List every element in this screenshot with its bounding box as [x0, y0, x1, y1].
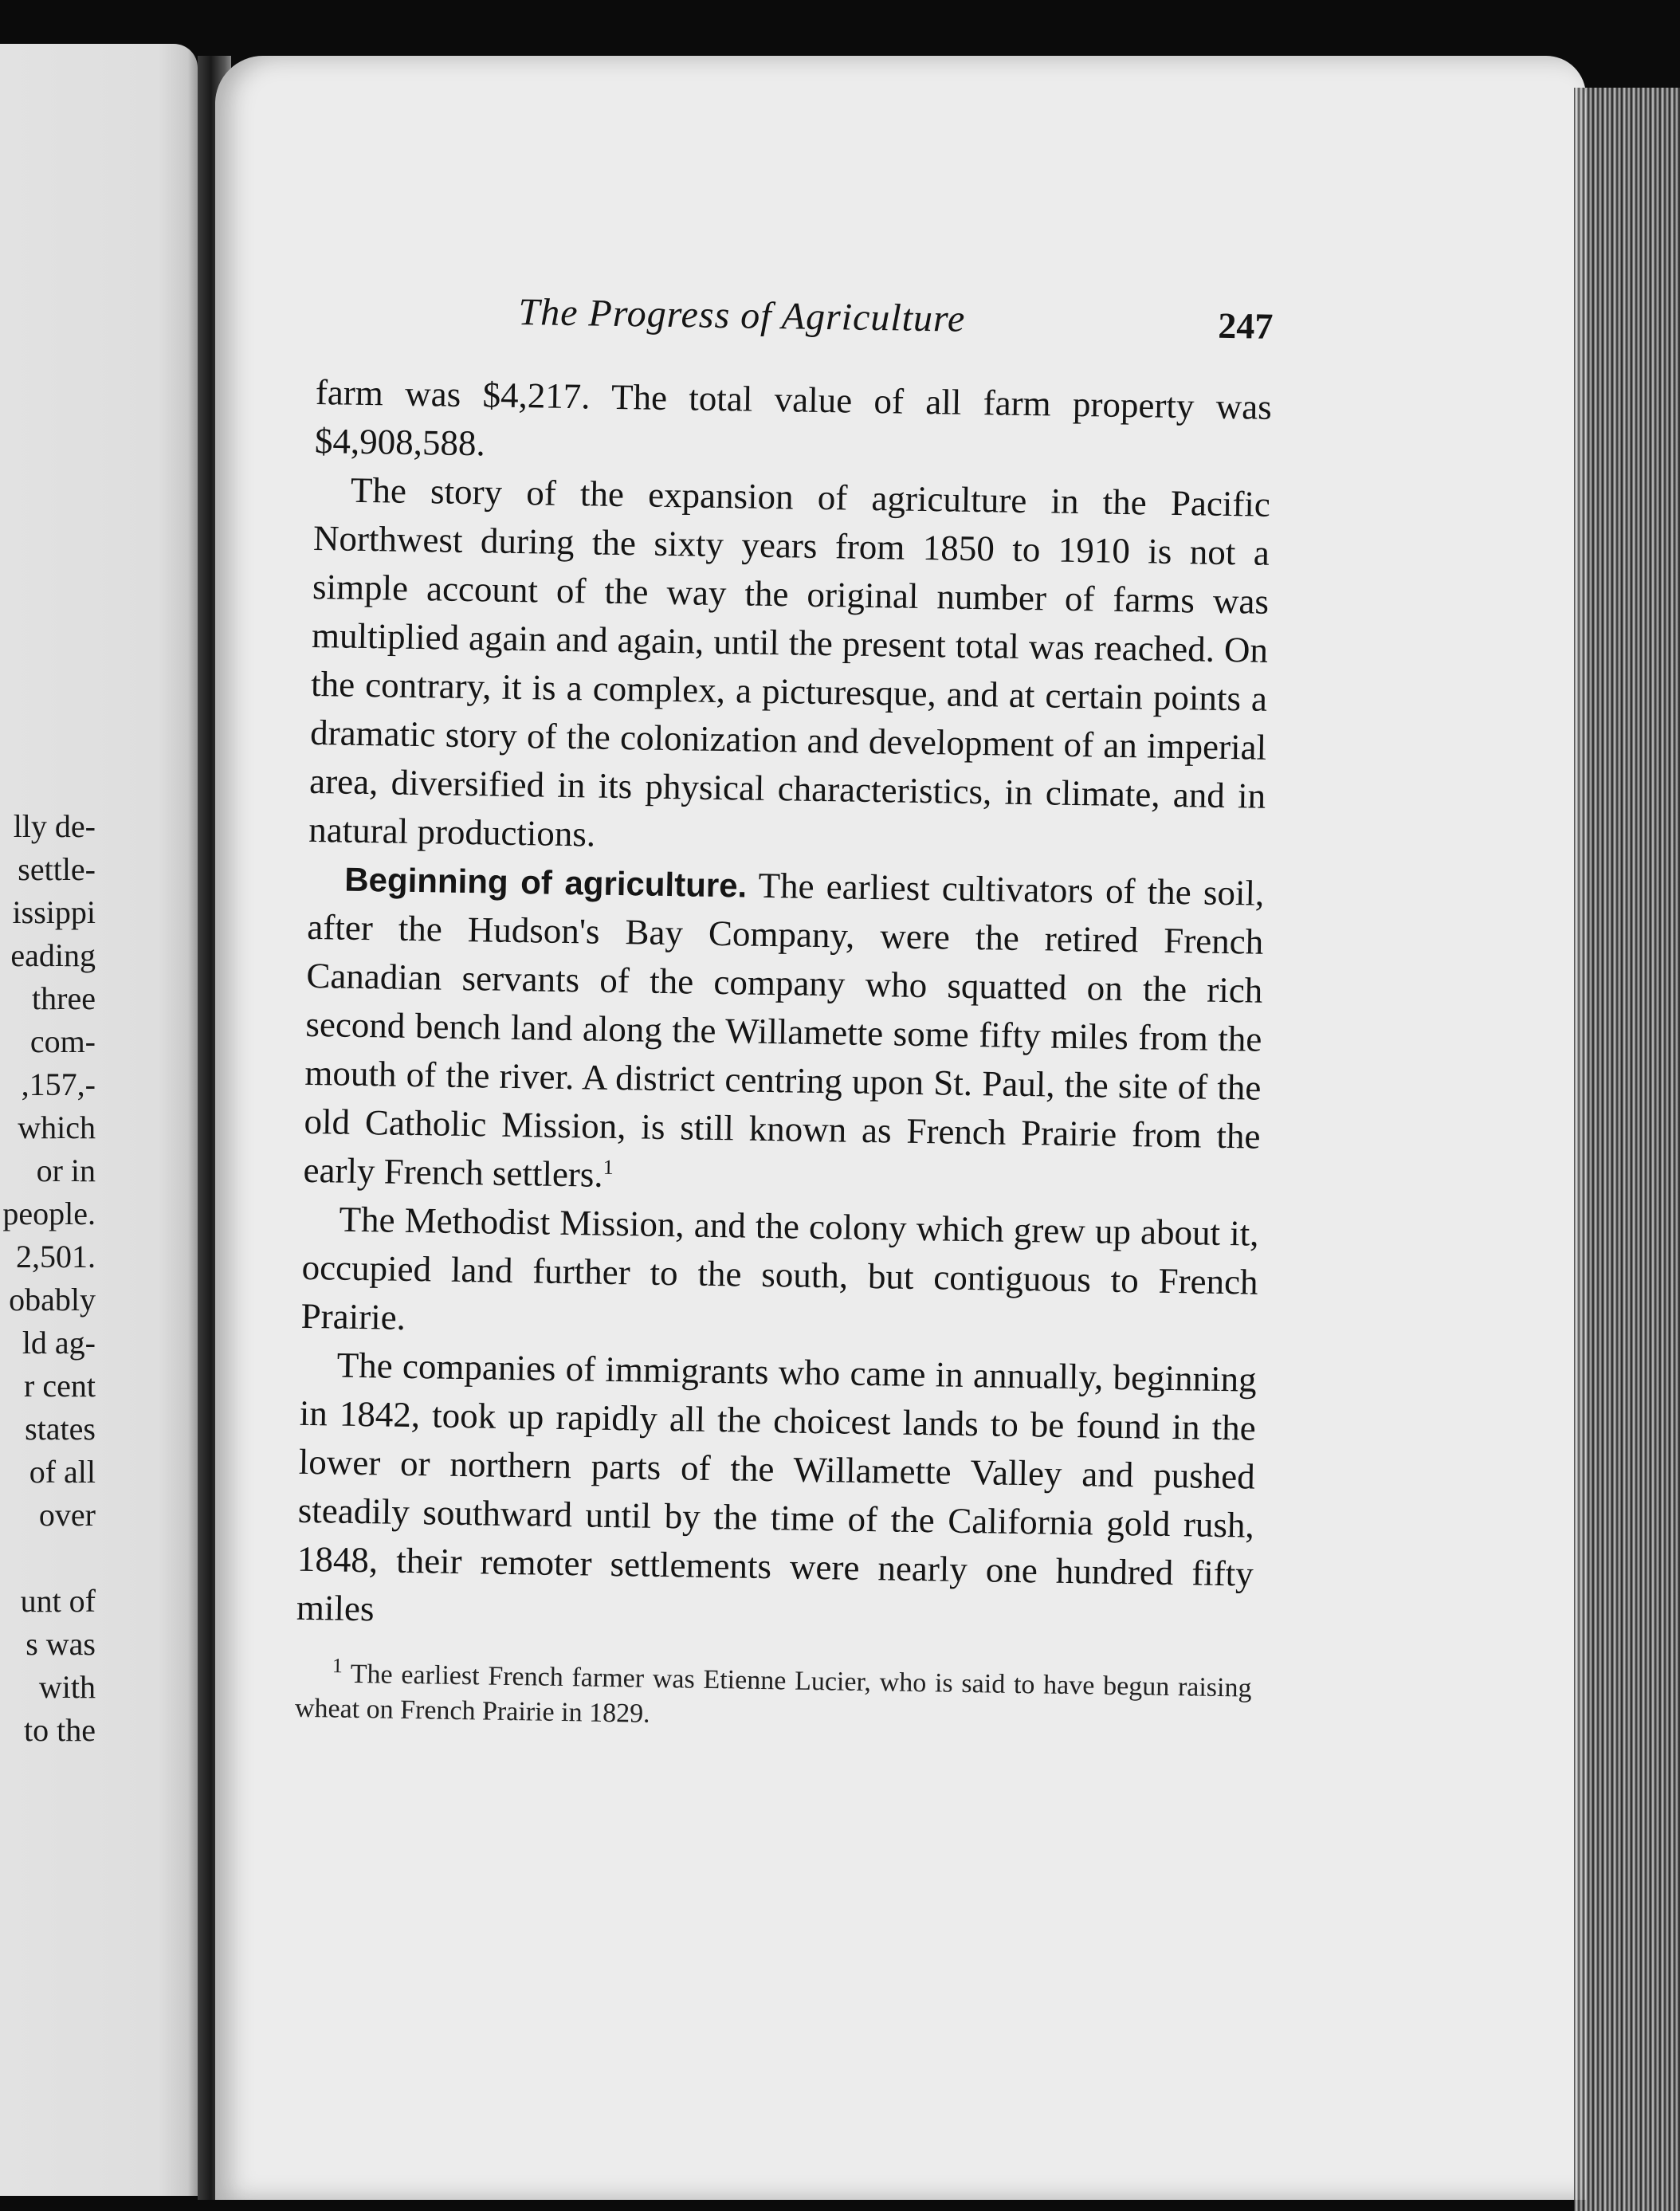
running-head: The Progress of Agriculture	[518, 290, 966, 340]
left-fragment: s was	[26, 1626, 96, 1662]
left-fragment: r cent	[24, 1368, 96, 1404]
page-edges	[1574, 88, 1680, 2211]
page-number: 247	[1217, 304, 1274, 347]
left-fragment: to the	[24, 1712, 96, 1748]
paragraph: The companies of immigrants who came in annually, beginning in 1842, took up rapidly all the choicest lands to be found in the lower or northern parts of the Willamette Valley and pushed steadily southward until by the time of the California gold rush, 1848, their remoter settlements were nearly one hundred fifty miles	[296, 1345, 1258, 1629]
section-paragraph	[303, 854, 1265, 1210]
left-fragment: eading	[10, 937, 96, 973]
paragraph: The story of the expansion of agriculture in the Pacific Northwest during the sixty years from 1850 to 1910 is not a simple account of the way the original number of farms was multiplied again and again, until the present total was reached. On the contrary, it is a complex, a picturesque, and at certain points a dramatic story of the colonization and development of an imperial area, diversified in its physical characteristics, in climate, and in natural productions.	[308, 469, 1271, 854]
left-fragment: 2,501.	[16, 1239, 96, 1274]
left-fragment: of all	[29, 1454, 96, 1490]
left-fragment: three	[32, 980, 96, 1016]
footnote-reference: 1	[603, 1155, 614, 1179]
left-page-text-fragments	[0, 805, 96, 1752]
left-fragment: issippi	[12, 894, 96, 930]
left-fragment: lly de-	[13, 808, 96, 844]
section-text: The earliest cultivators of the soil, after the Hudson's Bay Company, were the retired French Canadian servants of the company who squatted on the rich second bench land along the Willamette some fifty miles from the mouth of the river. A district centring upon St. Paul, the site of the old Catholic Mission, is still known as French Prairie from the early French settlers.	[303, 865, 1265, 1195]
paragraph: farm was $4,217. The total value of all farm property was $4,908,588.	[314, 371, 1273, 464]
left-fragment: unt of	[20, 1583, 96, 1619]
section-heading: Beginning of agriculture.	[343, 860, 748, 905]
left-fragment-gap	[0, 1537, 96, 1580]
left-fragment: over	[38, 1497, 96, 1533]
left-fragment: settle-	[18, 851, 96, 887]
page-content	[295, 287, 1274, 1742]
left-page	[0, 44, 198, 2196]
left-fragment: states	[25, 1411, 96, 1447]
left-fragment: people.	[2, 1196, 96, 1231]
footnote-mark: 1	[332, 1654, 343, 1678]
left-fragment: obably	[9, 1282, 96, 1318]
left-fragment: ,157,-	[21, 1066, 96, 1102]
left-fragment: with	[38, 1669, 96, 1705]
footnote-text: The earliest French farmer was Etienne Lucier, who is said to have begun raising wheat on French Prairie in 1829.	[294, 1659, 1252, 1729]
left-fragment: com-	[29, 1023, 96, 1059]
left-fragment: ld ag-	[22, 1325, 96, 1361]
footnote	[295, 1656, 1252, 1742]
body-text	[296, 368, 1272, 1647]
left-fragment: or in	[36, 1153, 96, 1188]
paragraph: The Methodist Mission, and the colony which grew up about it, occupied land further to the south, but contiguous to French Prairie.	[300, 1199, 1259, 1337]
left-fragment: which	[18, 1109, 96, 1145]
